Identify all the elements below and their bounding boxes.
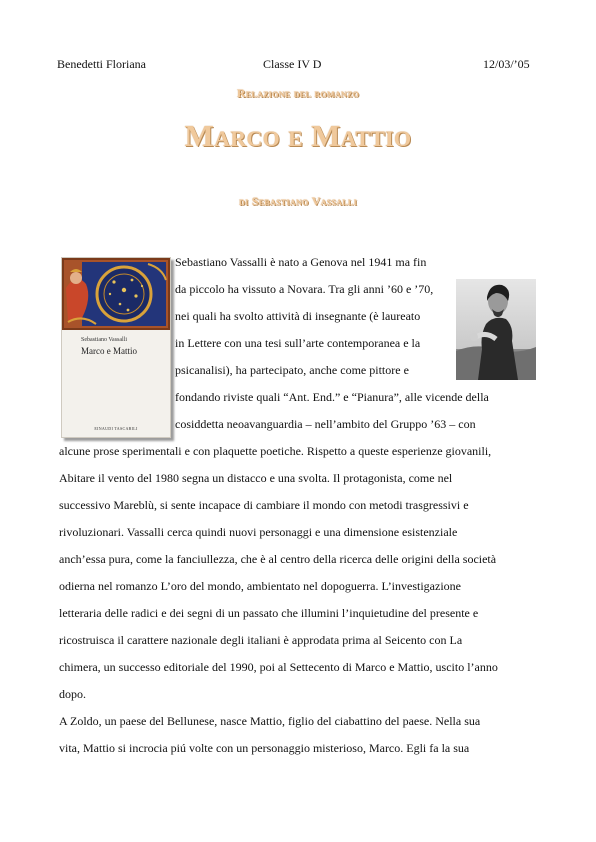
- author-photo: [456, 279, 536, 380]
- body-line: letteraria delle radici e dei segni di un passato che illumini l’inquietudine del presente e: [59, 606, 479, 620]
- body-line: fondando riviste quali “Ant. End.” e “Pianura”, alle vicende della: [175, 390, 489, 404]
- body-line: successivo Mareblù, si sente incapace di cambiare il mondo con metodi trasgressivi e: [59, 498, 469, 512]
- body-line: rivoluzionari. Vassalli cerca quindi nuovi personaggi e una dimensione esistenziale: [59, 525, 458, 539]
- book-byline: di Sebastiano Vassalli: [239, 194, 357, 208]
- body-line: Sebastiano Vassalli è nato a Genova nel 1941 ma fin: [175, 255, 427, 269]
- body-line: nei quali ha svolto attività di insegnante (è laureato: [175, 309, 421, 323]
- body-line: in Lettere con una tesi sull’arte contemporanea e la: [175, 336, 421, 350]
- body-line: psicanalisi), ha partecipato, anche come pittore e: [175, 363, 409, 377]
- body-line: alcune prose sperimentali e con plaquette poetiche. Rispetto a queste esperienze giovanili,: [59, 444, 492, 458]
- body-line: chimera, un successo editoriale del 1990, poi al Settecento di Marco e Mattio, uscito l’anno: [59, 660, 498, 674]
- book-title: Marco e Mattio: [184, 118, 412, 153]
- cover-author-text: Sebastiano Vassalli: [81, 337, 128, 343]
- body-line: vita, Mattio si incrocia piú volte con un personaggio misterioso, Marco. Egli fa la sua: [59, 741, 470, 755]
- body-line: dopo.: [59, 687, 86, 701]
- body-line: A Zoldo, un paese del Bellunese, nasce Mattio, figlio del ciabattino del paese. Nella sua: [59, 714, 481, 728]
- header-class: Classe IV D: [263, 57, 322, 71]
- body-line: da piccolo ha vissuto a Novara. Tra gli anni ’60 e ’70,: [175, 282, 434, 296]
- body-line: anch’essa pura, come la fanciullezza, che è al centro della ricerca delle origini della società: [59, 552, 497, 566]
- report-subtitle: Relazione del romanzo: [236, 86, 360, 100]
- book-cover-image: [61, 257, 171, 438]
- header-date: 12/03/’05: [483, 57, 530, 71]
- body-line: ricostruisca il carattere nazionale degli italiani è approdata prima al Seicento con La: [59, 633, 463, 647]
- cover-publisher-text: EINAUDI TASCABILI: [94, 426, 138, 431]
- body-line: odierna nel romanzo L’oro del mondo, ambientato nel dopoguerra. L’investigazione: [59, 579, 461, 593]
- cover-title-text: Marco e Mattio: [81, 346, 137, 356]
- body-line: Abitare il vento del 1980 segna un distacco e una svolta. Il protagonista, come nel: [59, 471, 453, 485]
- cover-illustration: [62, 258, 170, 330]
- header-author: Benedetti Floriana: [57, 57, 146, 71]
- body-line: cosiddetta neoavanguardia – nell’ambito del Gruppo ’63 – con: [175, 417, 476, 431]
